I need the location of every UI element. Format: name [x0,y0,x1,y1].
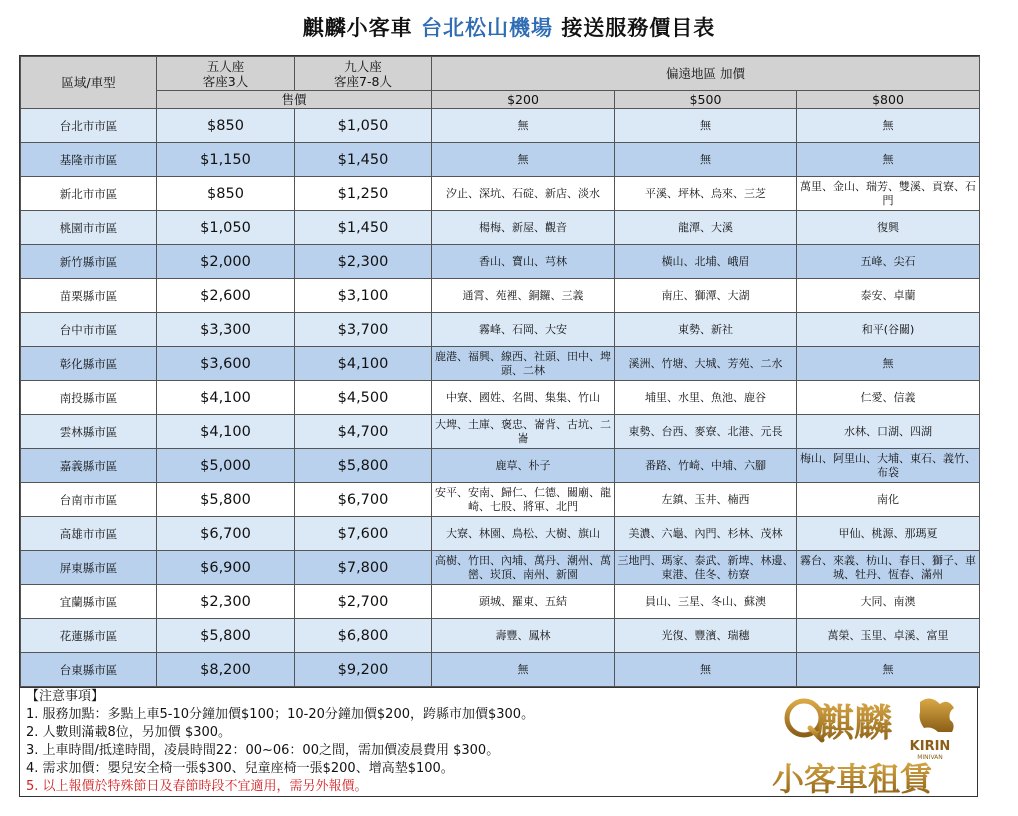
header-surcharge-200: $200 [432,91,615,109]
page-title [0,12,1018,42]
cell-region: 高雄市市區 [21,517,157,551]
cell-area-800: 復興 [797,211,980,245]
cell-area-800: 萬里、金山、瑞芳、雙溪、貢寮、石門 [797,177,980,211]
cell-price-5: $3,600 [157,347,295,381]
table-row [21,449,980,483]
cell-area-200: 無 [432,653,615,687]
table-row [21,245,980,279]
price-table [20,56,980,687]
kirin-creature-icon [920,698,955,732]
cell-price-9: $3,100 [295,279,432,313]
cell-price-9: $6,700 [295,483,432,517]
cell-region: 屏東縣市區 [21,551,157,585]
cell-price-9: $5,800 [295,449,432,483]
table-row [21,177,980,211]
cell-area-200: 無 [432,143,615,177]
cell-area-500: 東勢、台西、麥寮、北港、元長 [615,415,797,449]
header-surcharge-800: $800 [797,91,980,109]
title-brand: 麒麟小客車 [302,16,413,40]
logo-tagline: 小客車租賃 [772,760,933,798]
cell-area-500: 東勢、新社 [615,313,797,347]
cell-price-5: $4,100 [157,381,295,415]
header-price: 售價 [157,91,432,109]
cell-area-200: 香山、寶山、芎林 [432,245,615,279]
cell-region: 彰化縣市區 [21,347,157,381]
logo-en-sub: MINIVAN [917,754,943,761]
cell-area-500: 埔里、水里、魚池、鹿谷 [615,381,797,415]
cell-area-800: 仁愛、信義 [797,381,980,415]
cell-price-9: $1,450 [295,143,432,177]
header-surcharge-500: $500 [615,91,797,109]
table-row [21,415,980,449]
cell-area-200: 無 [432,109,615,143]
cell-area-200: 大寮、林園、鳥松、大樹、旗山 [432,517,615,551]
note-1: 1. 服務加點：多點上車5-10分鐘加價$100；10-20分鐘加價$200，跨縣市加價$300。 [26,707,535,722]
cell-price-5: $1,150 [157,143,295,177]
cell-area-800: 無 [797,347,980,381]
table-row [21,143,980,177]
cell-price-5: $850 [157,177,295,211]
cell-price-5: $2,600 [157,279,295,313]
table-row [21,109,980,143]
header-remote: 偏遠地區 加價 [432,57,980,91]
cell-area-500: 番路、竹崎、中埔、六腳 [615,449,797,483]
cell-region: 苗栗縣市區 [21,279,157,313]
cell-area-500: 溪洲、竹塘、大城、芳苑、二水 [615,347,797,381]
cell-region: 南投縣市區 [21,381,157,415]
table-row [21,313,980,347]
cell-price-9: $4,100 [295,347,432,381]
cell-region: 新竹縣市區 [21,245,157,279]
kirin-logo [770,690,970,798]
table-row [21,551,980,585]
cell-price-5: $6,900 [157,551,295,585]
cell-price-9: $3,700 [295,313,432,347]
cell-area-200: 中寮、國姓、名間、集集、竹山 [432,381,615,415]
table-row [21,483,980,517]
logo-brand-text: 麒麟 [816,700,893,745]
cell-area-500: 平溪、坪林、烏來、三芝 [615,177,797,211]
cell-area-500: 美濃、六龜、內門、杉林、茂林 [615,517,797,551]
cell-price-9: $9,200 [295,653,432,687]
cell-area-500: 光復、豐濱、瑞穗 [615,619,797,653]
cell-region: 宜蘭縣市區 [21,585,157,619]
cell-price-5: $5,800 [157,619,295,653]
cell-price-5: $8,200 [157,653,295,687]
cell-price-9: $1,250 [295,177,432,211]
cell-area-200: 高樹、竹田、內埔、萬丹、潮州、萬巒、崁頂、南州、新園 [432,551,615,585]
cell-area-500: 左鎮、玉井、楠西 [615,483,797,517]
cell-region: 新北市市區 [21,177,157,211]
price-table-frame [19,55,980,688]
cell-price-9: $7,800 [295,551,432,585]
cell-area-200: 鹿港、福興、線西、社頭、田中、埤頭、二林 [432,347,615,381]
cell-price-9: $2,700 [295,585,432,619]
cell-area-200: 汐止、深坑、石碇、新店、淡水 [432,177,615,211]
cell-area-800: 霧台、來義、枋山、春日、獅子、車城、牡丹、恆春、滿州 [797,551,980,585]
cell-region: 台中市市區 [21,313,157,347]
cell-price-9: $7,600 [295,517,432,551]
cell-area-500: 龍潭、大溪 [615,211,797,245]
cell-region: 桃園市市區 [21,211,157,245]
cell-region: 雲林縣市區 [21,415,157,449]
cell-area-500: 南庄、獅潭、大湖 [615,279,797,313]
cell-price-9: $1,450 [295,211,432,245]
cell-area-500: 無 [615,653,797,687]
note-4: 4. 需求加價：嬰兒安全椅一張$300、兒童座椅一張$200、增高墊$100。 [26,761,454,776]
note-5: 5. 以上報價於特殊節日及春節時段不宜適用，需另外報價。 [26,779,368,794]
cell-area-200: 霧峰、石岡、大安 [432,313,615,347]
cell-price-9: $1,050 [295,109,432,143]
cell-area-500: 無 [615,143,797,177]
cell-price-5: $2,300 [157,585,295,619]
notes-heading: 【注意事項】 [26,689,105,704]
table-row [21,211,980,245]
cell-region: 花蓮縣市區 [21,619,157,653]
cell-region: 嘉義縣市區 [21,449,157,483]
cell-price-9: $4,700 [295,415,432,449]
cell-price-5: $5,800 [157,483,295,517]
cell-price-5: $3,300 [157,313,295,347]
cell-area-800: 無 [797,143,980,177]
cell-region: 台東縣市區 [21,653,157,687]
header-region: 區域/車型 [21,57,157,109]
cell-area-200: 大埤、土庫、褒忠、崙背、古坑、二崙 [432,415,615,449]
table-row [21,585,980,619]
cell-area-500: 三地門、瑪家、泰武、新埤、林邊、東港、佳冬、枋寮 [615,551,797,585]
cell-price-5: $2,000 [157,245,295,279]
cell-area-200: 通霄、苑裡、銅鑼、三義 [432,279,615,313]
table-row [21,279,980,313]
cell-price-5: $4,100 [157,415,295,449]
cell-area-200: 楊梅、新屋、觀音 [432,211,615,245]
logo-en-text: KIRIN [909,739,951,754]
cell-price-9: $6,800 [295,619,432,653]
title-airport: 台北松山機場 [421,16,553,40]
header-nine-line1: 九人座 [344,58,382,74]
header-nine-line2: 客座7-8人 [334,73,392,89]
table-row [21,517,980,551]
cell-area-500: 橫山、北埔、峨眉 [615,245,797,279]
table-row [21,619,980,653]
header-five-line1: 五人座 [206,58,245,74]
cell-area-800: 無 [797,109,980,143]
cell-area-200: 鹿草、朴子 [432,449,615,483]
cell-area-200: 頭城、羅東、五結 [432,585,615,619]
cell-area-800: 五峰、尖石 [797,245,980,279]
title-suffix: 接送服務價目表 [561,16,716,40]
cell-price-9: $4,500 [295,381,432,415]
table-row [21,381,980,415]
cell-area-800: 甲仙、桃源、那瑪夏 [797,517,980,551]
cell-region: 台北市市區 [21,109,157,143]
cell-region: 基隆市市區 [21,143,157,177]
cell-area-800: 水林、口湖、四湖 [797,415,980,449]
header-five-seat [157,57,295,91]
cell-price-5: $850 [157,109,295,143]
cell-area-800: 萬榮、玉里、卓溪、富里 [797,619,980,653]
cell-price-5: $6,700 [157,517,295,551]
cell-area-800: 大同、南澳 [797,585,980,619]
cell-area-200: 壽豐、鳳林 [432,619,615,653]
cell-area-500: 無 [615,109,797,143]
cell-area-800: 和平(谷關) [797,313,980,347]
cell-area-800: 泰安、卓蘭 [797,279,980,313]
note-3: 3. 上車時間/抵達時間，凌晨時間22：00~06：00之間，需加價凌晨費用 $300。 [26,743,500,758]
cell-area-800: 無 [797,653,980,687]
cell-area-500: 員山、三星、冬山、蘇澳 [615,585,797,619]
cell-price-5: $1,050 [157,211,295,245]
cell-area-800: 南化 [797,483,980,517]
cell-area-200: 安平、安南、歸仁、仁德、關廟、龍崎、七股、將軍、北門 [432,483,615,517]
cell-price-5: $5,000 [157,449,295,483]
table-row [21,653,980,687]
cell-area-800: 梅山、阿里山、大埔、東石、義竹、布袋 [797,449,980,483]
cell-price-9: $2,300 [295,245,432,279]
header-five-line2: 客座3人 [202,73,249,89]
header-nine-seat [295,57,432,91]
cell-region: 台南市市區 [21,483,157,517]
table-row [21,347,980,381]
note-2: 2. 人數則滿載8位，另加價 $300。 [26,725,232,740]
